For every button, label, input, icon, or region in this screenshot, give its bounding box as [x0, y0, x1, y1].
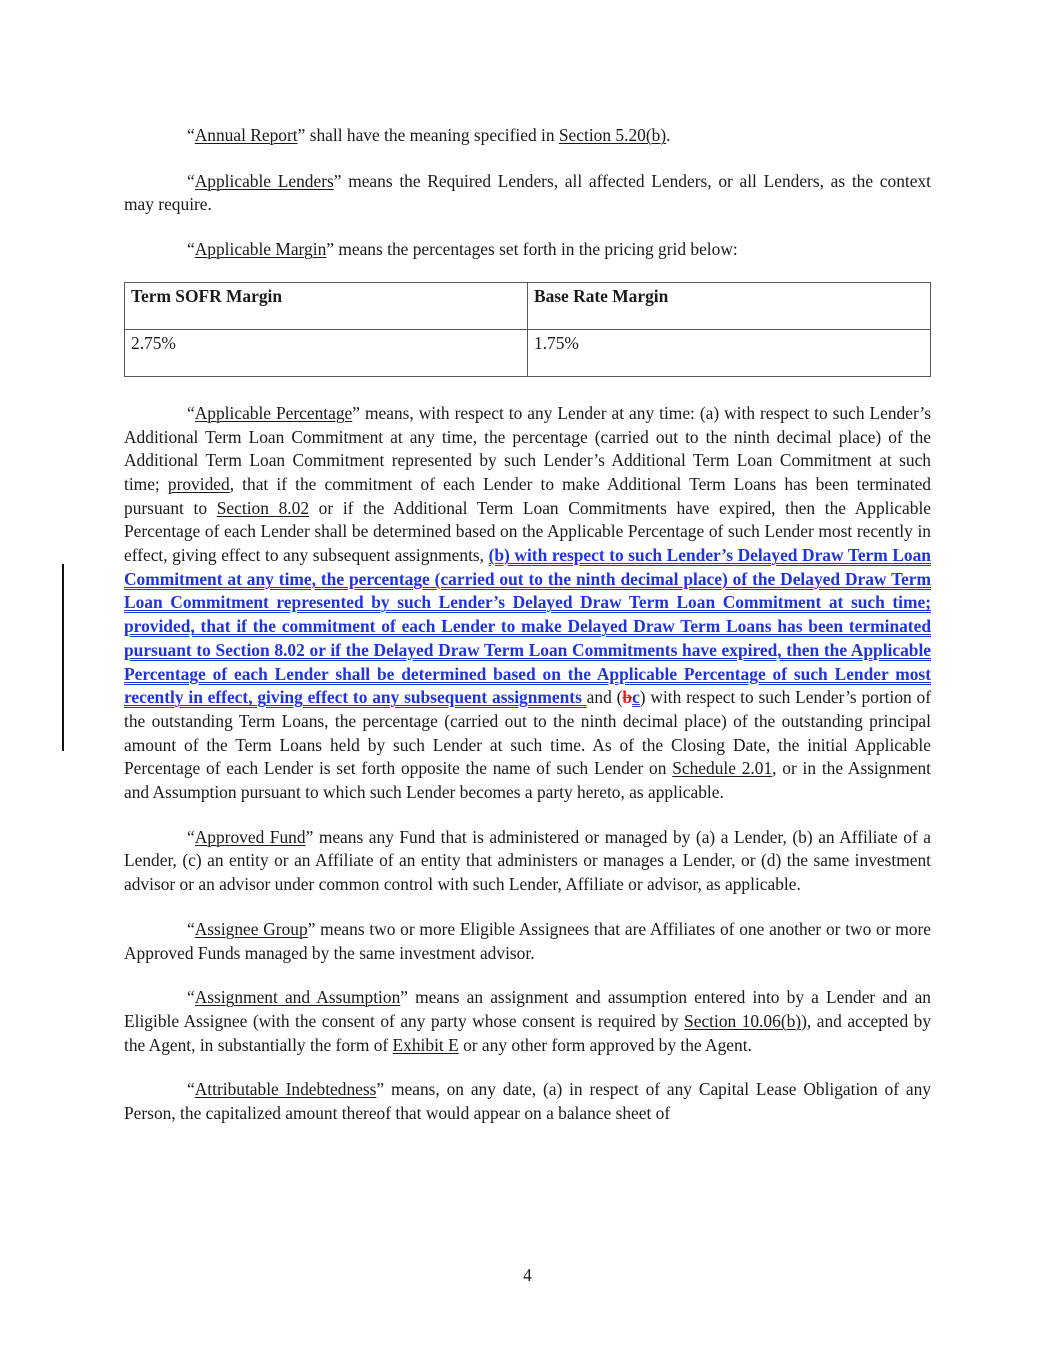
defined-term: Applicable Margin	[194, 239, 327, 260]
revision-change-bar	[62, 564, 64, 751]
header-base-rate-margin: Base Rate Margin	[528, 282, 931, 329]
defined-term: Assignee Group	[194, 918, 308, 939]
document-page	[124, 0, 931, 1126]
defined-term: Attributable Indebtedness	[194, 1079, 377, 1100]
pricing-grid-table	[124, 282, 931, 377]
defined-term: Applicable Percentage	[194, 402, 353, 423]
defined-term: Applicable Lenders	[194, 170, 334, 191]
definition-applicable-margin: “Applicable Margin” means the percentages set forth in the pricing grid below:	[187, 239, 738, 260]
header-term-sofr-margin: Term SOFR Margin	[125, 282, 528, 329]
definition-annual-report: “Annual Report” shall have the meaning specified in Section 5.20(b).	[187, 125, 671, 145]
table-row	[125, 329, 931, 376]
page-number: 4	[523, 1265, 532, 1285]
definition-approved-fund: “Approved Fund” means any Fund that is administered or managed by (a) a Lender, (b) an Affiliate of a Lender, (c) an entity or an Affiliate of an entity that administers or manages a Lender, or (d) the same investment advisor or an advisor under common control with such Lender, Affiliate or advisor, as applicable.	[124, 826, 931, 895]
cross-reference: Exhibit E	[392, 1034, 459, 1055]
cross-reference: Section 10.06(b)	[684, 1010, 802, 1031]
cell-term-sofr-margin: 2.75%	[125, 329, 528, 376]
definition-applicable-percentage: “Applicable Percentage” means, with respect to any Lender at any time: (a) with respect to such Lender’s Additional Term Loan Commitment at any time, the percentage (carried out to the ninth decimal place) of the Additional Term Loan Commitment represented by such Lender’s Additional Term Loan Commitment at such time; provided, that if the commitment of each Lender to make Additional Term Loans has been terminated pursuant to Section 8.02 or if the Additional Term Loan Commitments have expired, then the Applicable Percentage of each Lender shall be determined based on the Applicable Percentage of such Lender most recently in effect, giving effect to any subsequent assignments, (b) with respect to such Lender’s Delayed Draw Term Loan Commitment at any time, the percentage (carried out to the ninth decimal place) of the Delayed Draw Term Loan Commitment represented by such Lender’s Delayed Draw Term Loan Commitment at such time; provided, that if the commitment of each Lender to make Delayed Draw Term Loans has been terminated pursuant to Section 8.02 or if the Delayed Draw Term Loan Commitments have expired, then the Applicable Percentage of each Lender shall be determined based on the Applicable Percentage of such Lender most recently in effect, giving effect to any subsequent assignments and (bc) with respect to such Lender’s portion of the outstanding Term Loans, the percentage (carried out to the ninth decimal place) of the outstanding principal amount of the Term Loans held by such Lender at such time. As of the Closing Date, the initial Applicable Percentage of each Lender is set forth opposite the name of such Lender on Schedule 2.01, or in the Assignment and Assumption pursuant to which such Lender becomes a party hereto, as applicable.	[124, 402, 931, 803]
definition-assignment-and-assumption: “Assignment and Assumption” means an assignment and assumption entered into by a Lender and an Eligible Assignee (with the consent of any party whose consent is required by Section 10.06(b)), and accepted by the Agent, in substantially the form of Exhibit E or any other form approved by the Agent.	[124, 987, 932, 1055]
deleted-text: b	[622, 687, 633, 708]
definition-attributable-indebtedness: “Attributable Indebtedness” means, on any date, (a) in respect of any Capital Lease Obligation of any Person, the capitalized amount thereof that would appear on a balance sheet of	[124, 1079, 931, 1124]
cross-reference: Section 5.20(b)	[558, 125, 667, 145]
table-header-row	[125, 282, 931, 329]
definition-applicable-lenders: “Applicable Lenders” means the Required Lenders, all affected Lenders, or all Lenders, as the context may require.	[124, 170, 931, 215]
defined-term: Annual Report	[194, 125, 298, 145]
cross-reference: Section 8.02	[216, 497, 310, 518]
cross-reference: Schedule 2.01	[672, 758, 773, 779]
inserted-text: (b) with respect to such Lender’s Delayed Draw Term Loan Commitment at any time, the percentage (carried out to the ninth decimal place) of the Delayed Draw Term Loan Commitment represented by such Lender’s Delayed Draw Term Loan Commitment at such time; provided, that if the commitment of each Lender to make Delayed Draw Term Loans has been terminated pursuant to Section 8.02 or if the Delayed Draw Term Loan Commitments have expired, then the Applicable Percentage of each Lender shall be determined based on the Applicable Percentage of such Lender most recently in effect, giving effect to any subsequent assignments	[124, 545, 931, 708]
provided-term: provided	[167, 473, 230, 494]
inserted-letter: c	[632, 687, 640, 708]
defined-term: Approved Fund	[194, 826, 306, 847]
defined-term: Assignment and Assumption	[194, 987, 401, 1008]
cell-base-rate-margin: 1.75%	[528, 329, 931, 376]
definition-assignee-group: “Assignee Group” means two or more Eligible Assignees that are Affiliates of one another or two or more Approved Funds managed by the same investment advisor.	[124, 918, 932, 963]
